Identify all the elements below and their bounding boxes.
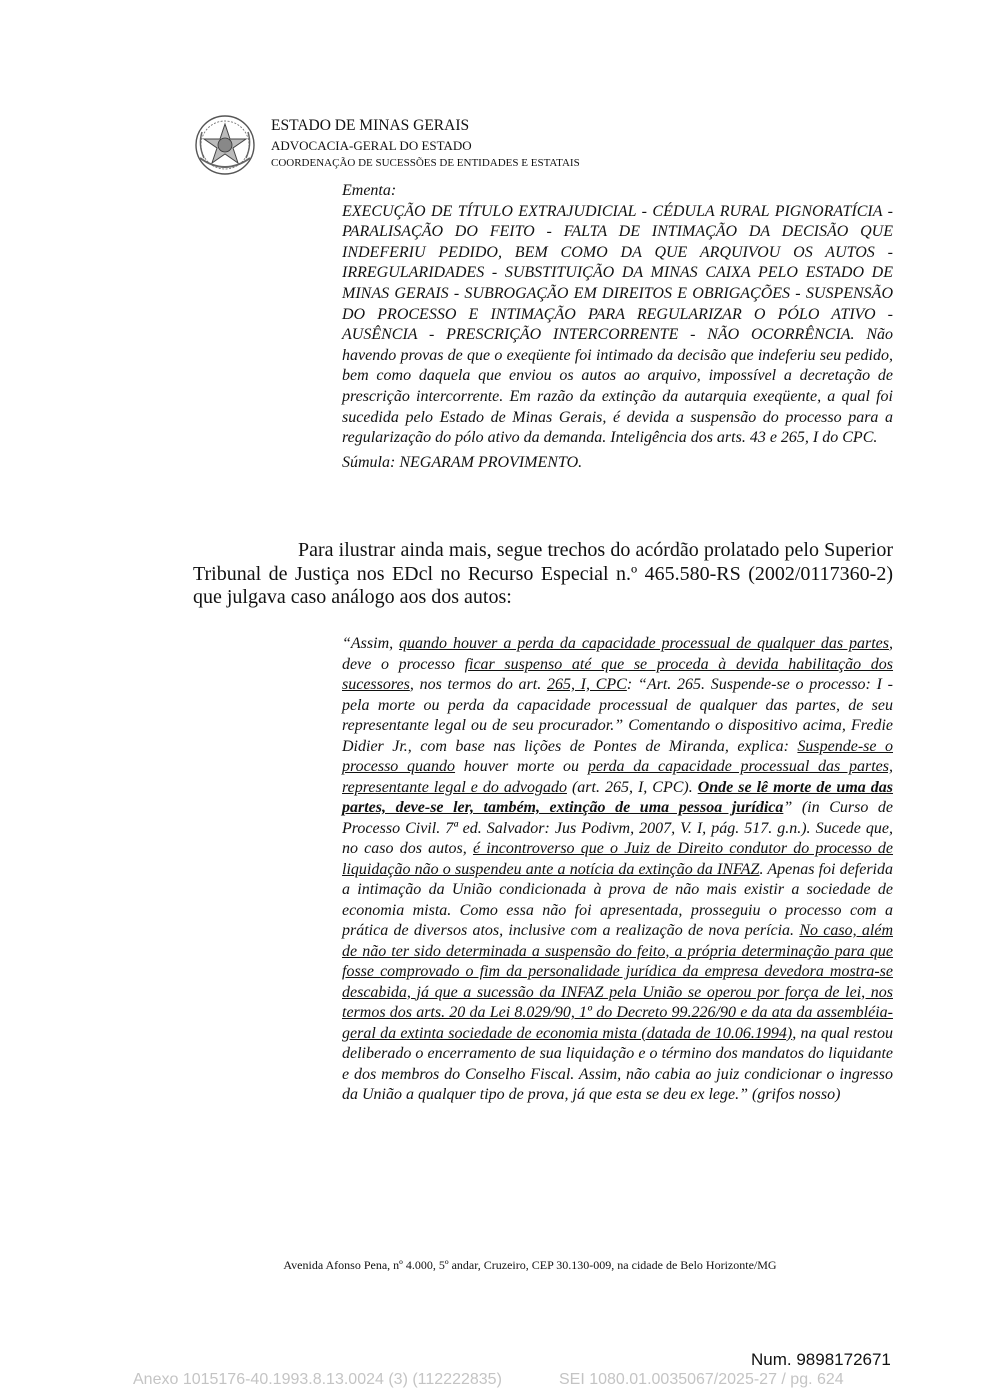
quote-text: , nos termos do art.	[409, 676, 547, 693]
annex-reference: Anexo 1015176-40.1993.8.13.0024 (3) (112222835)	[133, 1371, 502, 1388]
quote-text: (art. 265, I, CPC).	[566, 778, 698, 796]
sei-reference: SEI 1080.01.0035067/2025-27 / pg. 624	[559, 1371, 844, 1388]
quote-underlined: 265, I, CPC	[546, 676, 627, 693]
quote-text: ” (in Curso de Processo Civil. 7ª ed. Salvador: Jus Podivm, 2007, V. I, pág. 517. g.n.). Sucede que, no caso dos autos,	[342, 799, 893, 857]
footer-address: Avenida Afonso Pena, nº 4.000, 5º andar, Cruzeiro, CEP 30.130-009, na cidade de Belo Horizonte/MG	[283, 1258, 777, 1272]
quote-underlined: perda da capacidade processual das partes, representante legal e do advogado	[342, 758, 894, 796]
coat-of-arms-seal-icon	[192, 114, 258, 176]
quote-text: , deve o processo	[342, 635, 894, 673]
header-state-name: ESTADO DE MINAS GERAIS	[271, 117, 470, 134]
footer-stamp	[133, 1371, 923, 1389]
quote-text: , na qual restou deliberado o encerramento de sua liquidação e o término dos mandatos do liquidante e dos membros do Conselho Fiscal. Assim, não cabia ao juiz condicionar o ingresso da União a qualquer tipo de prova, já que esta se deu ex lege.” (grifos nosso)	[342, 1024, 894, 1103]
quote-bold-underlined: Onde se lê morte de uma das partes, deve-se ler, também, extinção de uma pessoa jurídica	[342, 778, 894, 816]
quote-text: houver morte ou	[455, 758, 588, 775]
quote-text: : “Art. 265. Suspende-se o processo: I - pela morte ou perda da capacidade processual de qualquer das partes, de seu representante legal ou de seu procurador.” Comentando o dispositivo acima, Fredie Didier Jr., com base nas lições de Pontes de Miranda, explica:	[342, 676, 894, 755]
quote-text: . Apenas foi deferida a intimação da União condicionada à prova de não mais existir a sociedade de economia mista. Como essa não foi apresentada, prosseguiu o processo com a prática de diversos atos, inclusive com a realização de nova perícia.	[342, 860, 893, 939]
quote-underlined: é incontroverso que o Juiz de Direito condutor do processo de liquidação não o suspendeu ante a notícia da extinção da INFAZ	[342, 840, 893, 878]
header-department-name: COORDENAÇÃO DE SUCESSÕES DE ENTIDADES E ESTATAIS	[271, 157, 580, 169]
quote-underlined: Suspende-se o processo quando	[342, 737, 893, 775]
header-agency-name: ADVOCACIA-GERAL DO ESTADO	[271, 138, 472, 153]
ementa-text: EXECUÇÃO DE TÍTULO EXTRAJUDICIAL - CÉDULA RURAL PIGNORATÍCIA - PARALISAÇÃO DO FEITO - FALTA DE INTIMAÇÃO DA DECISÃO QUE INDEFERIU PEDIDO, BEM COMO DA QUE ARQUIVOU OS AUTOS - IRREGULARIDADES - SUBSTITUIÇÃO DA MINAS CAIXA PELO ESTADO DE MINAS GERAIS - SUBROGAÇÃO EM DIREITOS E OBRIGAÇÕES - SUSPENSÃO DO PROCESSO E INTIMAÇÃO PARA REGULARIZAR O PÓLO ATIVO - AUSÊNCIA - PRESCRIÇÃO INTERCORRENTE - NÃO OCORRÊNCIA. Não havendo provas de que o exeqüente foi intimado da decisão que indeferiu seu pedido, bem como daquela que enviou os autos ao arquivo, impossível a decretação de prescrição intercorrente. Em razão da extinção da autarquia exeqüente, a qual foi sucedida pelo Estado de Minas Gerais, é devida a suspensão do processo para a regularização do pólo ativo da demanda. Inteligência dos arts. 43 e 265, I do CPC.	[342, 202, 893, 447]
quote-underlined: quando houver a perda da capacidade processual de qualquer das partes	[399, 635, 890, 652]
ementa-sumula: Súmula: NEGARAM PROVIMENTO.	[342, 453, 583, 471]
quote-underlined: No caso, além de não ter sido determinada a suspensão do feito, a própria determinação para que fosse comprovado o fim da personalidade jurídica da empresa devedora mostra-se descabida, já que a sucessão da INFAZ pela União se operou por força de lei, nos termos dos arts. 20 da Lei 8.029/90, 1º do Decreto 99.226/90 e da ata da assembléia-geral da extinta sociedade de economia mista (datada de 10.06.1994)	[342, 922, 893, 1042]
ementa-label: Ementa:	[342, 182, 397, 199]
quoted-excerpt	[342, 634, 893, 1106]
document-number: Num. 9898172671	[751, 1350, 891, 1369]
quote-text: “Assim,	[342, 635, 400, 652]
quote-underlined: ficar suspenso até que se proceda à devida habilitação dos sucessores	[342, 655, 894, 693]
body-paragraph: Para ilustrar ainda mais, segue trechos do acórdão prolatado pelo Superior Tribunal de Justiça nos EDcl no Recurso Especial n.º 465.580-RS (2002/0117360-2) que julgava caso análogo aos dos autos:	[193, 539, 893, 608]
ementa-block	[342, 181, 893, 473]
